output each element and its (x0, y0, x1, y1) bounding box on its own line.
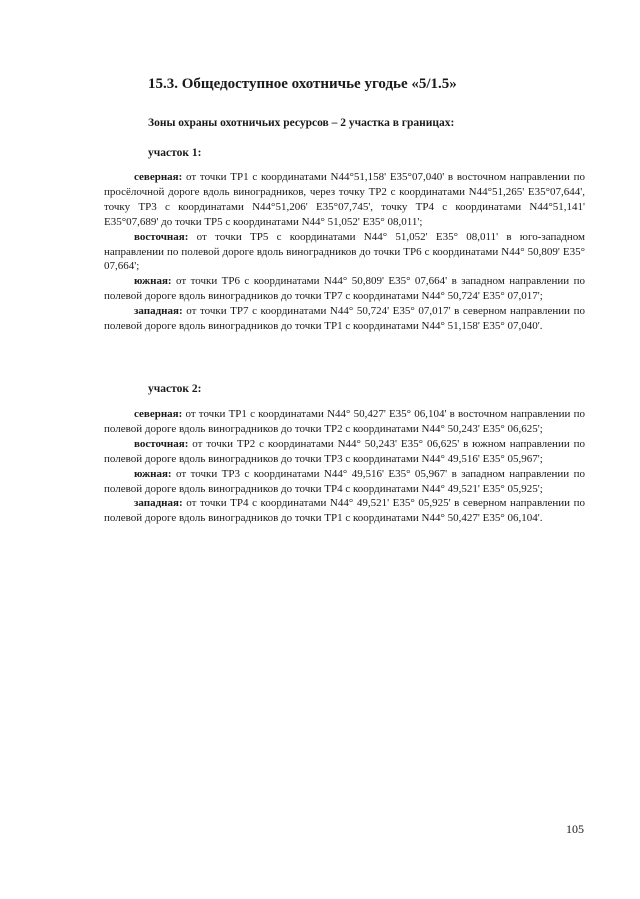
plot-1-north-boundary (104, 170, 585, 230)
plot-1-boundaries (104, 170, 585, 334)
boundary-text: от точки ТР1 с координатами N44° 50,427' E35° 06,104' в восточном направлении по полевой дороге вдоль виноградников до точки ТР2 с координатами N44° 50,243' E35° 06,625'; (104, 408, 585, 435)
direction-label: южная: (134, 467, 172, 480)
plot-2-east-boundary (104, 437, 585, 467)
page-number: 105 (566, 822, 584, 836)
boundary-text: от точки ТР5 с координатами N44° 51,052' E35° 08,011' в юго-западном направлении по полевой дороге вдоль виноградников до точки ТР6 с координатами N44° 50,809' E35° 07,664'; (104, 230, 585, 273)
plot-1-west-boundary (104, 304, 585, 334)
direction-label: восточная: (134, 437, 189, 450)
direction-label: южная: (134, 275, 172, 288)
boundary-text: от точки ТР1 с координатами N44°51,158' E35°07,040' в восточном направлении по просёлочной дороге вдоль виноградников, через точку ТР2 с координатами N44°51,265' E35°07,644', точку ТР3 с координатами N44°51,206' E35°07,745', точку ТР4 с координатами N44°51,141' E35°07,689' до точки ТР5 с координатами N44° 51,052' E35° 08,011'; (104, 171, 585, 228)
direction-label: северная: (134, 408, 183, 420)
plot-2-boundaries (104, 407, 585, 526)
direction-label: западная: (134, 305, 183, 318)
boundary-text: от точки ТР2 с координатами N44° 50,243' E35° 06,625' в южном направлении по полевой дороге вдоль виноградников до точки ТР3 с координатами N44° 49,516' E35° 05,967'; (104, 437, 585, 465)
plot-1-east-boundary (104, 230, 585, 275)
plot-2-south-boundary (104, 467, 585, 497)
boundary-text: от точки ТР6 с координатами N44° 50,809' E35° 07,664' в западном направлении по полевой дороге вдоль виноградников до точки ТР7 с координатами N44° 50,724' E35° 07,017'; (104, 275, 585, 303)
zones-heading: Зоны охраны охотничьих ресурсов – 2 участка в границах: (148, 117, 455, 129)
direction-label: западная: (134, 497, 183, 510)
direction-label: восточная: (134, 230, 189, 243)
boundary-text: от точки ТР7 с координатами N44° 50,724' E35° 07,017' в северном направлении по полевой дороге вдоль виноградников до точки ТР1 с координатами N44° 51,158' E35° 07,040'. (104, 305, 585, 333)
plot-1-south-boundary (104, 274, 585, 304)
plot-2-north-boundary (104, 407, 585, 437)
direction-label: северная: (134, 171, 183, 183)
plot-1-label: участок 1: (148, 147, 202, 159)
plot-2-label: участок 2: (148, 383, 202, 395)
boundary-text: от точки ТР4 с координатами N44° 49,521' E35° 05,925' в северном направлении по полевой дороге вдоль виноградников до точки ТР1 с координатами N44° 50,427' E35° 06,104'. (104, 497, 585, 525)
plot-2-west-boundary (104, 496, 585, 526)
boundary-text: от точки ТР3 с координатами N44° 49,516' E35° 05,967' в западном направлении по полевой дороге вдоль виноградников до точки ТР4 с координатами N44° 49,521' E35° 05,925'; (104, 467, 585, 495)
section-title: 15.3. Общедоступное охотничье угодье «5/1.5» (148, 76, 457, 92)
